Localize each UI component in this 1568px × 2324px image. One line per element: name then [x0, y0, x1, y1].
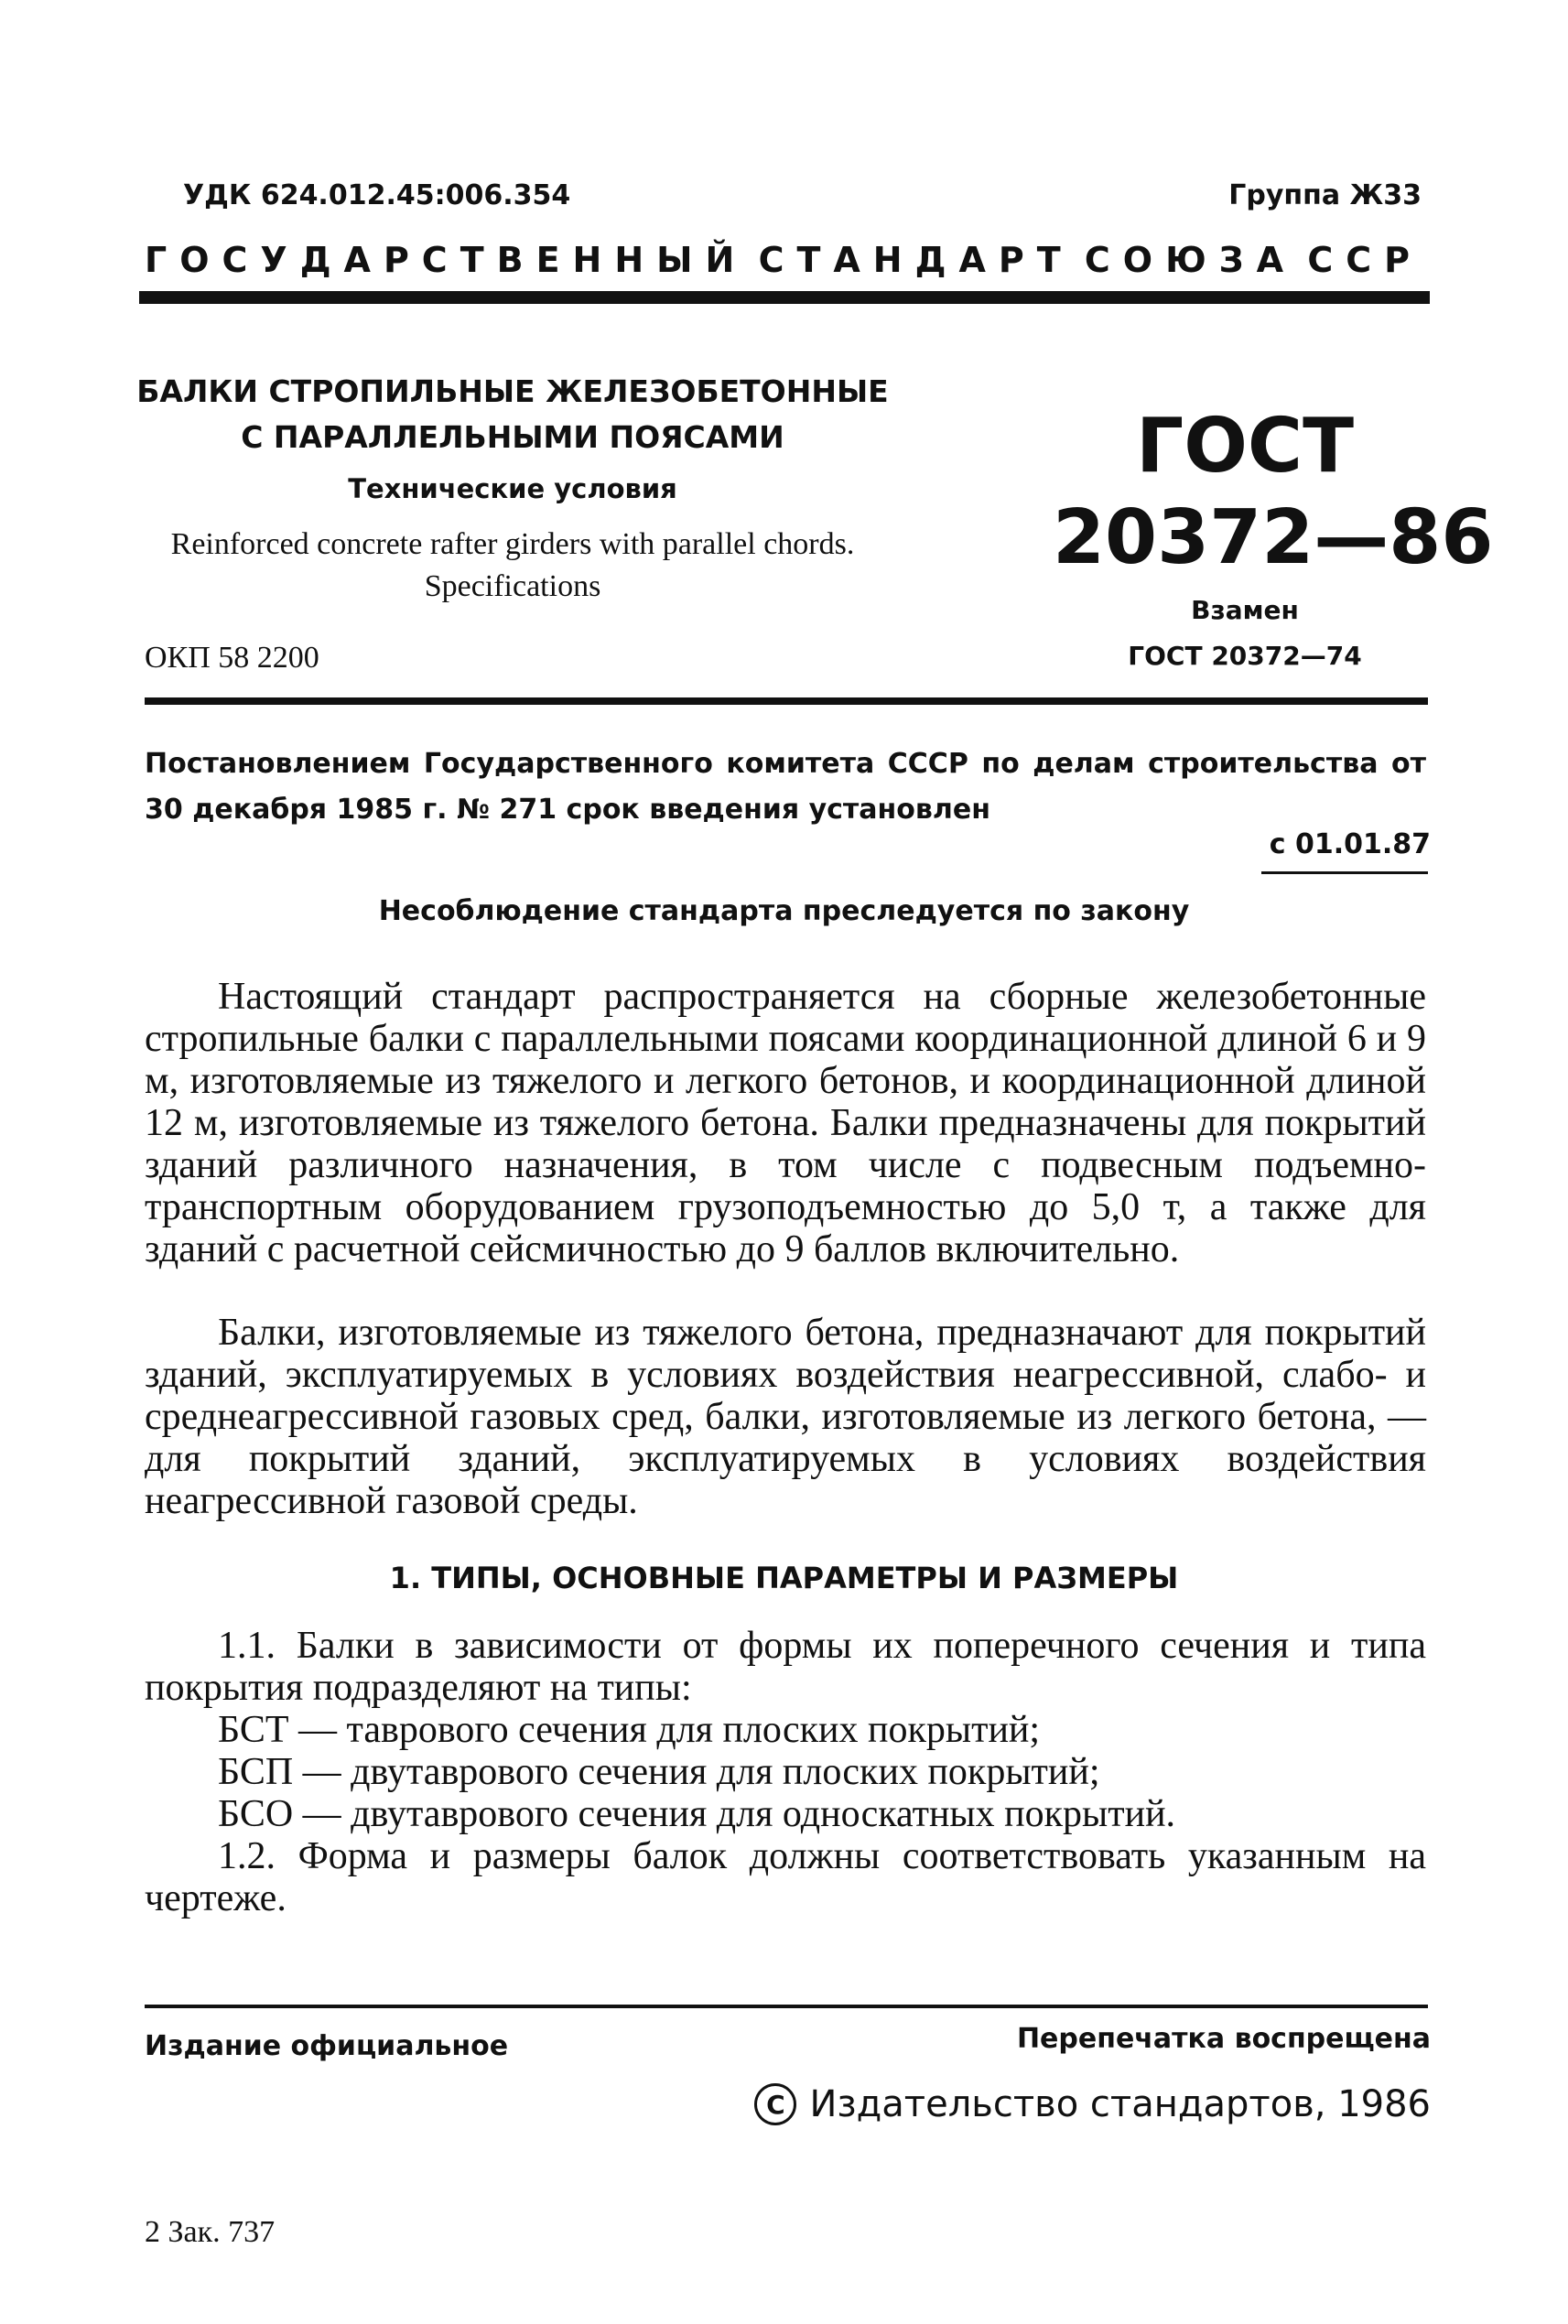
state-standard-word: ГОСУДАРСТВЕННЫЙ — [145, 240, 748, 280]
type-bsp: БСП — двутаврового сечения для плоских покрытий; — [218, 1751, 1100, 1793]
section-1-content — [145, 1625, 1426, 1919]
copyright-icon: C — [754, 2083, 796, 2125]
legal-warning: Несоблюдение стандарта преследуется по закону — [378, 895, 1190, 927]
type-bso: БСО — двутаврового сечения для односкатных покрытий. — [218, 1793, 1176, 1835]
section-1-title: 1. ТИПЫ, ОСНОВНЫЕ ПАРАМЕТРЫ И РАЗМЕРЫ — [389, 1561, 1179, 1595]
gost-number: 20372—86 — [1053, 494, 1494, 581]
group-code: Группа Ж33 — [1228, 179, 1422, 211]
paragraph-text: Балки, изготовляемые из тяжелого бетона, предназначают для покрытий зданий, эксплуатируемых в условиях воздействия неагрессивной, слабо- и среднеагрессивной газовых сред, балки, изготовляемые из легкого бетона, — для покрытий зданий, эксплуатируемых в условиях воздействия неагрессивной газовой среды. — [145, 1312, 1426, 1522]
state-standard-word: СОЮЗА — [1084, 240, 1297, 280]
replaces-number: ГОСТ 20372—74 — [1128, 641, 1362, 671]
date-underline — [1261, 871, 1428, 874]
state-standard-word: ССР — [1307, 240, 1422, 280]
official-edition: Издание официальное — [145, 2030, 509, 2062]
state-standard-word: СТАНДАРТ — [758, 240, 1074, 280]
intro-paragraph-1 — [145, 976, 1426, 1270]
item-1-1: 1.1. Балки в зависимости от формы их поперечного сечения и типа покрытия подразделяют на типы: — [145, 1625, 1426, 1709]
gost-label: ГОСТ — [1135, 403, 1355, 490]
udk-code: УДК 624.012.45:006.354 — [183, 179, 571, 211]
english-title-line1: Reinforced concrete rafter girders with parallel chords. — [170, 527, 855, 561]
order-number: 2 Зак. 737 — [145, 2215, 276, 2249]
replaces-label: Взамен — [1191, 595, 1299, 625]
document-subtitle: Технические условия — [348, 473, 677, 504]
type-bst: БСТ — таврового сечения для плоских покрытий; — [218, 1709, 1041, 1751]
copyright — [754, 2083, 1431, 2125]
item-1-2: 1.2. Форма и размеры балок должны соответствовать указанным на чертеже. — [145, 1835, 1426, 1919]
decree-text: Постановлением Государственного комитета СССР по делам строительства от 30 декабря 1985 г. № 271 срок введения установлен — [145, 748, 1426, 826]
footer-rule — [145, 2005, 1428, 2008]
document-title-line2: С ПАРАЛЛЕЛЬНЫМИ ПОЯСАМИ — [241, 419, 784, 455]
intro-paragraph-2 — [145, 1312, 1426, 1522]
english-title-line2: Specifications — [424, 569, 601, 603]
copyright-text: Издательство стандартов, 1986 — [809, 2083, 1431, 2125]
paragraph-text: Настоящий стандарт распространяется на сборные железобетонные стропильные балки с параллельными поясами координационной длиной 6 и 9 м, изготовляемые из тяжелого и легкого бетонов, и координационной длиной 12 м, изготовляемые из тяжелого бетона. Балки предназначены для покрытий зданий различного назначения, в том числе с подвесным подъемно-транспортным оборудованием грузоподъемностью до 5,0 т, а также для зданий с расчетной сейсмичностью до 9 баллов включительно. — [145, 976, 1426, 1270]
okp-code: ОКП 58 2200 — [145, 641, 319, 675]
header-rule — [139, 291, 1430, 304]
title-rule — [145, 697, 1428, 705]
reprint-prohibited: Перепечатка воспрещена — [1016, 2023, 1431, 2055]
effective-date: с 01.01.87 — [1269, 828, 1431, 860]
document-title-line1: БАЛКИ СТРОПИЛЬНЫЕ ЖЕЛЕЗОБЕТОННЫЕ — [136, 373, 889, 409]
state-standard-header — [145, 240, 1422, 280]
